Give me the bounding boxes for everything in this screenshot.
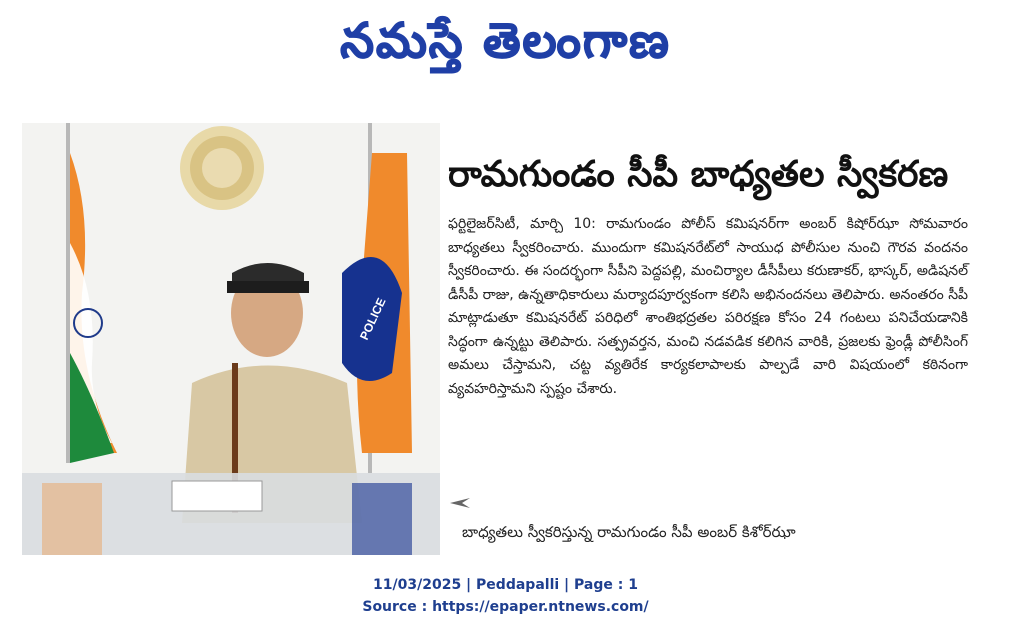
edition-info: 11/03/2025 | Peddapalli | Page : 1	[373, 577, 638, 593]
page-footer	[0, 574, 1011, 618]
police-emblem-graphic	[180, 126, 264, 210]
source-link[interactable]: Source : https://epaper.ntnews.com/	[362, 599, 649, 615]
photo-illustration	[22, 123, 440, 555]
caption-pointer-icon	[448, 496, 474, 510]
article-photo	[22, 123, 440, 555]
article-body: ఫర్టిలైజర్‌సిటీ, మార్చి 10: రామగుండం పోలీస్ కమిషనర్‌గా అంబర్ కిషోర్‌ఝా సోమవారం బాధ్యతలు స్వీకరించారు. ముందుగా కమిషనరేట్‌లో సాయుధ పోలీసుల నుంచి గౌరవ వందనం స్వీకరించారు. ఈ సందర్భంగా సీపీని పెద్దపల్లి, మంచిర్యాల డీసీపీలు కరుణాకర్, భాస్కర్, అడిషనల్ డీసీపీ రాజు, ఉన్నతాధికారులు మర్యాదపూర్వకంగా కలిసి అభినందనలు తెలిపారు. అనంతరం సీపీ మాట్లాడుతూ కమిషనరేట్ పరిధిలో శాంతిభద్రతల పరిరక్షణ కోసం 24 గంటలు పనిచేయడానికి సిద్ధంగా ఉన్నట్టు తెలిపారు. సత్ప్రవర్తన, మంచి నడవడిక కలిగిన వారికి, ప్రజలకు ఫ్రెండ్లీ పోలీసింగ్ అమలు చేస్తామని, చట్ట వ్యతిరేక కార్యకలాపాలకు పాల్పడే వారి విషయంలో కఠినంగా వ్యవహరిస్తామని స్పష్టం చేశారు.	[448, 216, 969, 397]
newspaper-masthead: నమస్తే తెలంగాణ	[340, 13, 671, 69]
police-badge-text: POLICE	[356, 295, 389, 343]
photo-caption: బాధ్యతలు స్వీకరిస్తున్న రామగుండం సీపీ అంబర్ కిశోర్‌ఝా	[462, 523, 796, 541]
article-headline: రామగుండం సీపీ బాధ్యతల స్వీకరణ	[448, 154, 949, 195]
